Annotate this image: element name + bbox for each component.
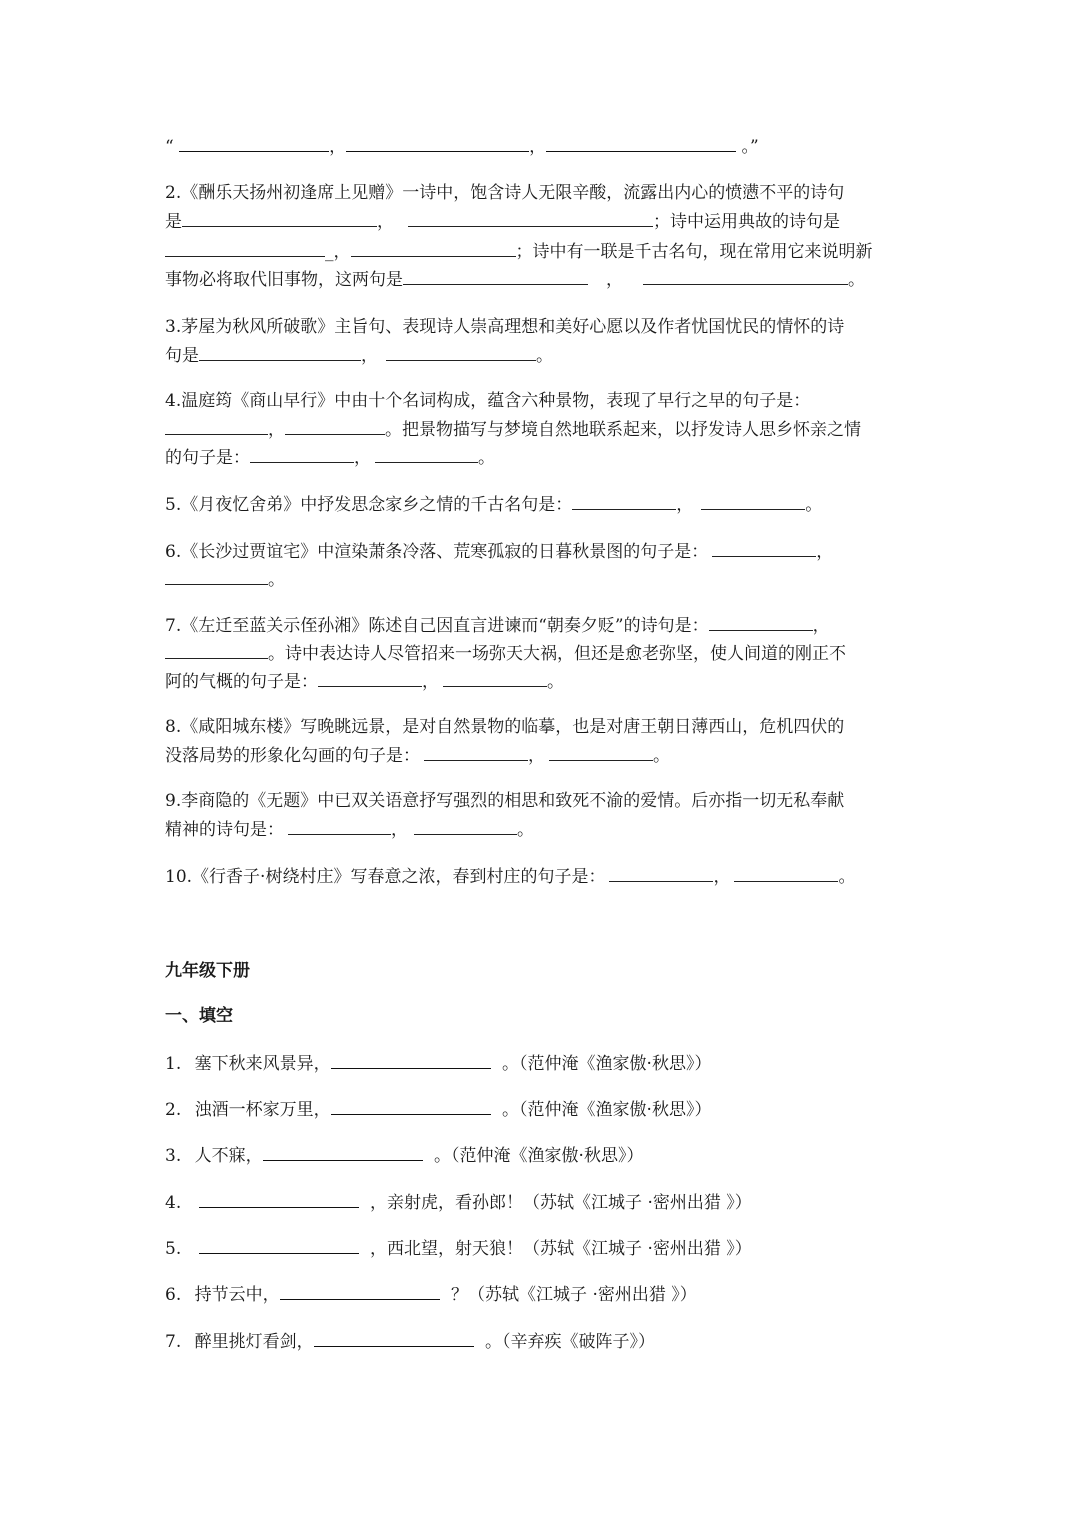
q9-line-2 — [165, 816, 534, 842]
fill-item-7 — [165, 1328, 655, 1354]
blank[interactable] — [318, 668, 422, 687]
blank[interactable] — [165, 640, 268, 659]
blank[interactable] — [609, 863, 713, 882]
item-number: 2. — [165, 1100, 182, 1120]
item-number: 1. — [165, 1054, 182, 1074]
text: 。（范仲淹《渔家傲·秋思》） — [502, 1054, 712, 1074]
text: 。诗中表达诗人尽管招来一场弥天大祸，但还是愈老弥坚，使人间道的刚正不 — [268, 644, 846, 664]
blank[interactable] — [165, 416, 268, 435]
q6-line-1 — [165, 538, 833, 564]
text: 的句子是： — [165, 448, 250, 468]
text: ， — [422, 672, 439, 692]
text: ；诗中运用典故的诗句是 — [653, 212, 840, 232]
text: ， — [354, 448, 371, 468]
q10-line — [165, 863, 855, 889]
text: 6.《长沙过贾谊宅》中渲染萧条冷落、荒寒孤寂的日暮秋景图的句子是： — [165, 542, 709, 562]
text: 没落局势的形象化勾画的句子是： — [165, 746, 420, 766]
blank[interactable] — [280, 1281, 440, 1300]
text: 。 — [517, 820, 534, 840]
blank[interactable] — [331, 1050, 491, 1069]
blank[interactable] — [263, 1142, 423, 1161]
text: 是 — [165, 212, 182, 232]
text: ， — [528, 746, 545, 766]
end-quote: 。” — [741, 137, 759, 157]
text: ，亲射虎，看孙郎！（苏轼《江城子 ·密州出猎 》） — [370, 1193, 752, 1213]
blank[interactable] — [712, 538, 816, 557]
text: 浊酒一杯家万里， — [194, 1100, 331, 1120]
q1-answer-line — [165, 133, 759, 159]
text: 人不寐， — [194, 1146, 263, 1166]
blank[interactable] — [182, 208, 377, 227]
blank[interactable] — [572, 491, 676, 510]
item-number: 4. — [165, 1193, 182, 1213]
q8-line-1: 8.《咸阳城东楼》写晚眺远景，是对自然景物的临摹，也是对唐王朝日薄西山，危机四伏的 — [165, 717, 845, 737]
text: 。 — [478, 448, 495, 468]
blank[interactable] — [375, 444, 478, 463]
q7-line-3 — [165, 668, 564, 694]
q2-line-1: 2.《酬乐天扬州初逢席上见赠》一诗中，饱含诗人无限辛酸，流露出内心的愤懑不平的诗句 — [165, 183, 845, 203]
text: 。（辛弃疾《破阵子》） — [485, 1332, 656, 1352]
text: ， — [391, 820, 408, 840]
text: 。把景物描写与梦境自然地联系起来，以抒发诗人思乡怀亲之情 — [385, 420, 861, 440]
blank[interactable] — [546, 133, 736, 152]
blank[interactable] — [199, 342, 361, 361]
blank[interactable] — [414, 816, 517, 835]
blank[interactable] — [408, 208, 653, 227]
blank[interactable] — [346, 133, 529, 152]
comma: ， — [329, 137, 347, 157]
text: 醉里挑灯看剑， — [194, 1332, 314, 1352]
text: 。 — [547, 672, 564, 692]
blank[interactable] — [424, 742, 528, 761]
q4-line-3 — [165, 444, 495, 470]
text: ， — [713, 867, 731, 887]
item-number: 5. — [165, 1239, 182, 1259]
text: 。 — [805, 495, 823, 515]
text: ， — [377, 212, 394, 232]
item-number: 7. — [165, 1332, 182, 1352]
text: 。 — [536, 346, 553, 366]
item-number: 6. — [165, 1285, 182, 1305]
text: ， — [268, 420, 285, 440]
blank[interactable] — [351, 238, 516, 257]
text: 10.《行香子·树绕村庄》写春意之浓，春到村庄的句子是： — [165, 867, 606, 887]
text: ？（苏轼《江城子 ·密州出猎 》） — [451, 1285, 697, 1305]
blank[interactable] — [179, 133, 329, 152]
text: 。（范仲淹《渔家傲·秋思》） — [434, 1146, 644, 1166]
q7-line-2 — [165, 640, 846, 666]
item-number: 3. — [165, 1146, 182, 1166]
blank[interactable] — [734, 863, 838, 882]
q2-line-4 — [165, 266, 865, 292]
fill-item-1 — [165, 1050, 711, 1076]
fill-item-5 — [165, 1235, 752, 1261]
text: 7.《左迁至蓝关示侄孙湘》陈述自己因直言进谏而“朝奏夕贬”的诗句是： — [165, 616, 709, 636]
text: ， — [361, 346, 378, 366]
q3-line-1: 3.茅屋为秋风所破歌》主旨句、表现诗人崇高理想和美好心愿以及作者忧国忧民的情怀的诗 — [165, 317, 845, 337]
fill-item-6 — [165, 1281, 697, 1307]
blank[interactable] — [250, 444, 354, 463]
q5-line — [165, 491, 822, 517]
text: 阿的气概的句子是： — [165, 672, 318, 692]
blank[interactable] — [331, 1096, 491, 1115]
text: ， — [676, 495, 694, 515]
blank[interactable] — [701, 491, 805, 510]
q4-line-2 — [165, 416, 861, 442]
text: 。 — [653, 746, 670, 766]
blank[interactable] — [314, 1328, 474, 1347]
q2-line-2 — [165, 208, 840, 234]
fill-item-2 — [165, 1096, 711, 1122]
text: ；诗中有一联是千古名句，现在常用它来说明新 — [515, 242, 873, 262]
blank[interactable] — [403, 266, 588, 285]
text: 持节云中， — [194, 1285, 280, 1305]
text: 。 — [838, 867, 856, 887]
comma: ， — [529, 137, 547, 157]
q4-line-1: 4.温庭筠《商山早行》中由十个名词构成，蕴含六种景物，表现了早行之早的句子是： — [165, 391, 811, 411]
blank[interactable] — [165, 566, 268, 585]
blank[interactable] — [199, 1235, 359, 1254]
text: _， — [325, 242, 351, 262]
text: 。 — [848, 270, 865, 290]
open-quote: “ — [165, 137, 174, 157]
text: 5.《月夜忆舍弟》中抒发思念家乡之情的千古名句是： — [165, 495, 573, 515]
text: 塞下秋来风景异， — [194, 1054, 331, 1074]
text: ，西北望，射天狼！（苏轼《江城子 ·密州出猎 》） — [370, 1239, 752, 1259]
q2-line-3 — [165, 238, 873, 264]
blank[interactable] — [288, 816, 391, 835]
q8-line-2 — [165, 742, 670, 768]
text: ， — [812, 616, 830, 636]
text: ， — [606, 270, 623, 290]
blank[interactable] — [643, 266, 848, 285]
text: 精神的诗句是： — [165, 820, 284, 840]
blank[interactable] — [549, 742, 653, 761]
text: ， — [816, 542, 834, 562]
blank[interactable] — [199, 1189, 359, 1208]
text: 。（范仲淹《渔家傲·秋思》） — [502, 1100, 712, 1120]
q9-line-1: 9.李商隐的《无题》中已双关语意抒写强烈的相思和致死不渝的爱情。后亦指一切无私奉献 — [165, 791, 845, 811]
text: 。 — [268, 570, 285, 590]
text: 事物必将取代旧事物，这两句是 — [165, 270, 403, 290]
fill-item-4 — [165, 1189, 752, 1215]
blank[interactable] — [386, 342, 536, 361]
blank[interactable] — [285, 416, 385, 435]
blank[interactable] — [443, 668, 547, 687]
text: 句是 — [165, 346, 199, 366]
blank[interactable] — [165, 238, 325, 257]
section-title: 九年级下册 — [165, 961, 250, 981]
q7-line-1 — [165, 612, 830, 638]
blank[interactable] — [709, 612, 813, 631]
fill-item-3 — [165, 1142, 643, 1168]
q3-line-2 — [165, 342, 553, 368]
section-subtitle: 一、填空 — [165, 1006, 233, 1026]
q6-line-2 — [165, 566, 285, 592]
